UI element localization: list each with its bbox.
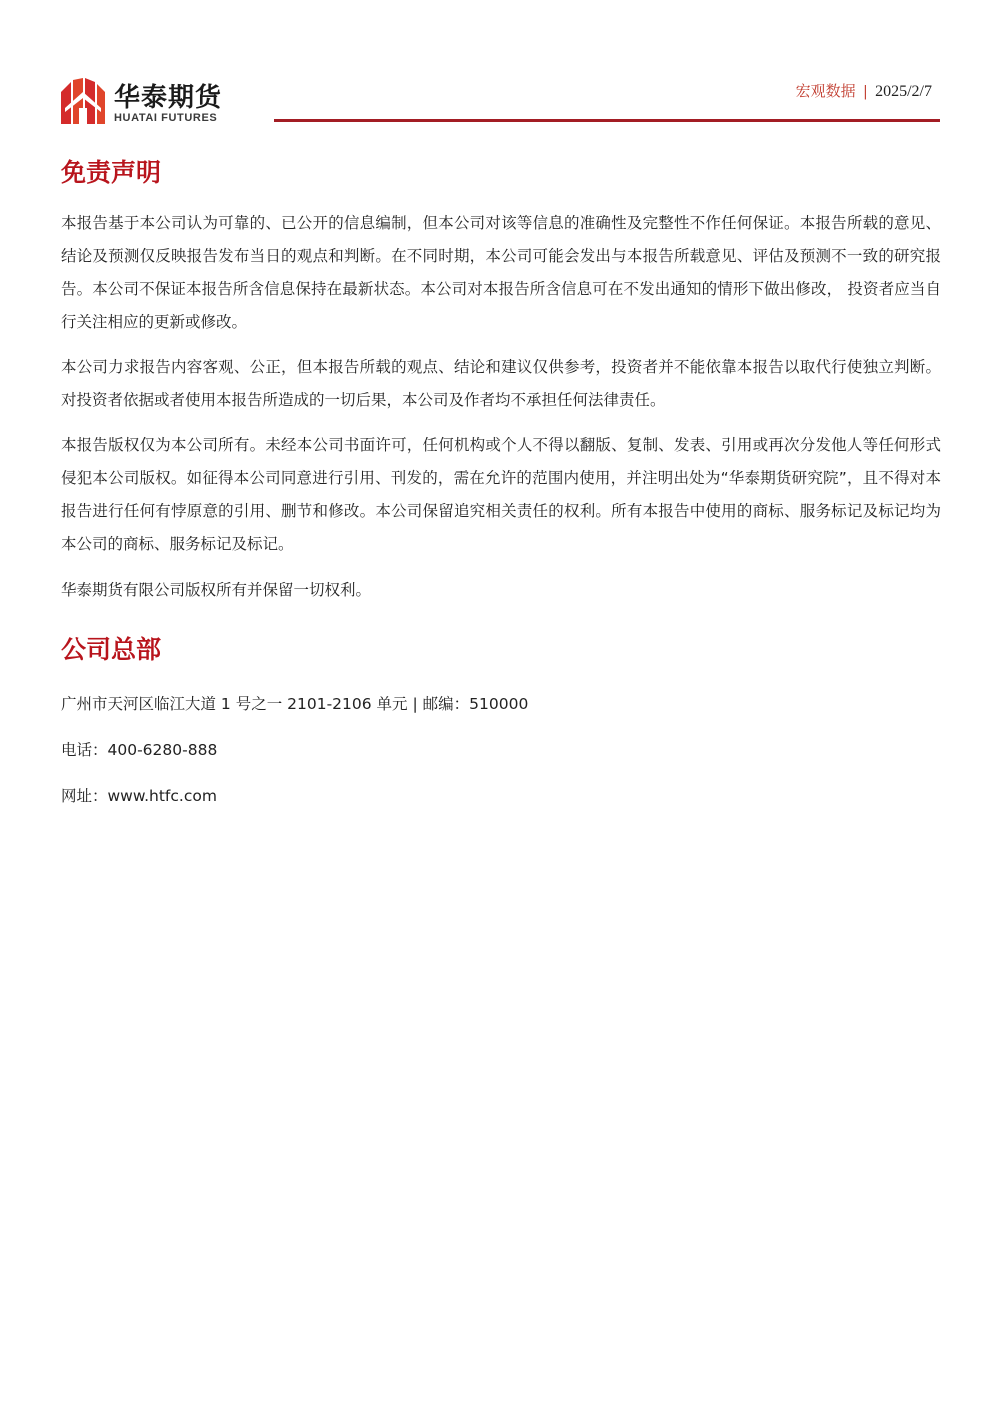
header-meta [796, 80, 932, 101]
page-header [0, 0, 1000, 130]
headquarters-title: 公司总部 [61, 635, 162, 664]
disclaimer-paragraph-2: 本公司力求报告内容客观、公正，但本报告所载的观点、结论和建议仅供参考，投资者并不能依靠本报告以取代行使独立判断。对投资者依据或者使用本报告所造成的一切后果，本公司及作者均不承担任何法律责任。 [61, 358, 941, 409]
brand-name-cn: 华泰期货 [114, 83, 223, 113]
disclaimer-paragraph-1: 本报告基于本公司认为可靠的、已公开的信息编制，但本公司对该等信息的准确性及完整性不作任何保证。本报告所载的意见、结论及预测仅反映报告发布当日的观点和判断。在不同时期，本公司可能会发出与本报告所载意见、评估及预测不一致的研究报告。本公司不保证本报告所含信息保持在最新状态。本公司对本报告所含信息可在不发出通知的情形下做出修改， 投资者应当自行关注相应的更新或修改。 [61, 214, 941, 331]
header-separator: | [863, 83, 868, 100]
huatai-logo-icon [61, 78, 105, 124]
disclaimer-paragraph-3: 本报告版权仅为本公司所有。未经本公司书面许可，任何机构或个人不得以翻版、复制、发表、引用或再次分发他人等任何形式侵犯本公司版权。如征得本公司同意进行引用、刊发的，需在允许的范围内使用，并注明出处为“华泰期货研究院”，且不得对本报告进行任何有悖原意的引用、删节和修改。本公司保留追究相关责任的权利。所有本报告中使用的商标、服务标记及标记均为本公司的商标、服务标记及标记。 [61, 436, 941, 553]
report-date: 2025/2/7 [875, 83, 932, 100]
disclaimer-paragraph-4: 华泰期货有限公司版权所有并保留一切权利。 [61, 581, 372, 599]
headquarters-website: 网址：www.htfc.com [61, 787, 217, 805]
header-divider [274, 119, 940, 122]
report-category: 宏观数据 [795, 82, 856, 100]
disclaimer-title: 免责声明 [61, 158, 162, 187]
headquarters-address: 广州市天河区临江大道 1 号之一 2101-2106 单元 | 邮编：510000 [61, 695, 529, 713]
headquarters-phone: 电话：400-6280-888 [61, 741, 218, 759]
brand-name-en: HUATAI FUTURES [114, 112, 218, 124]
